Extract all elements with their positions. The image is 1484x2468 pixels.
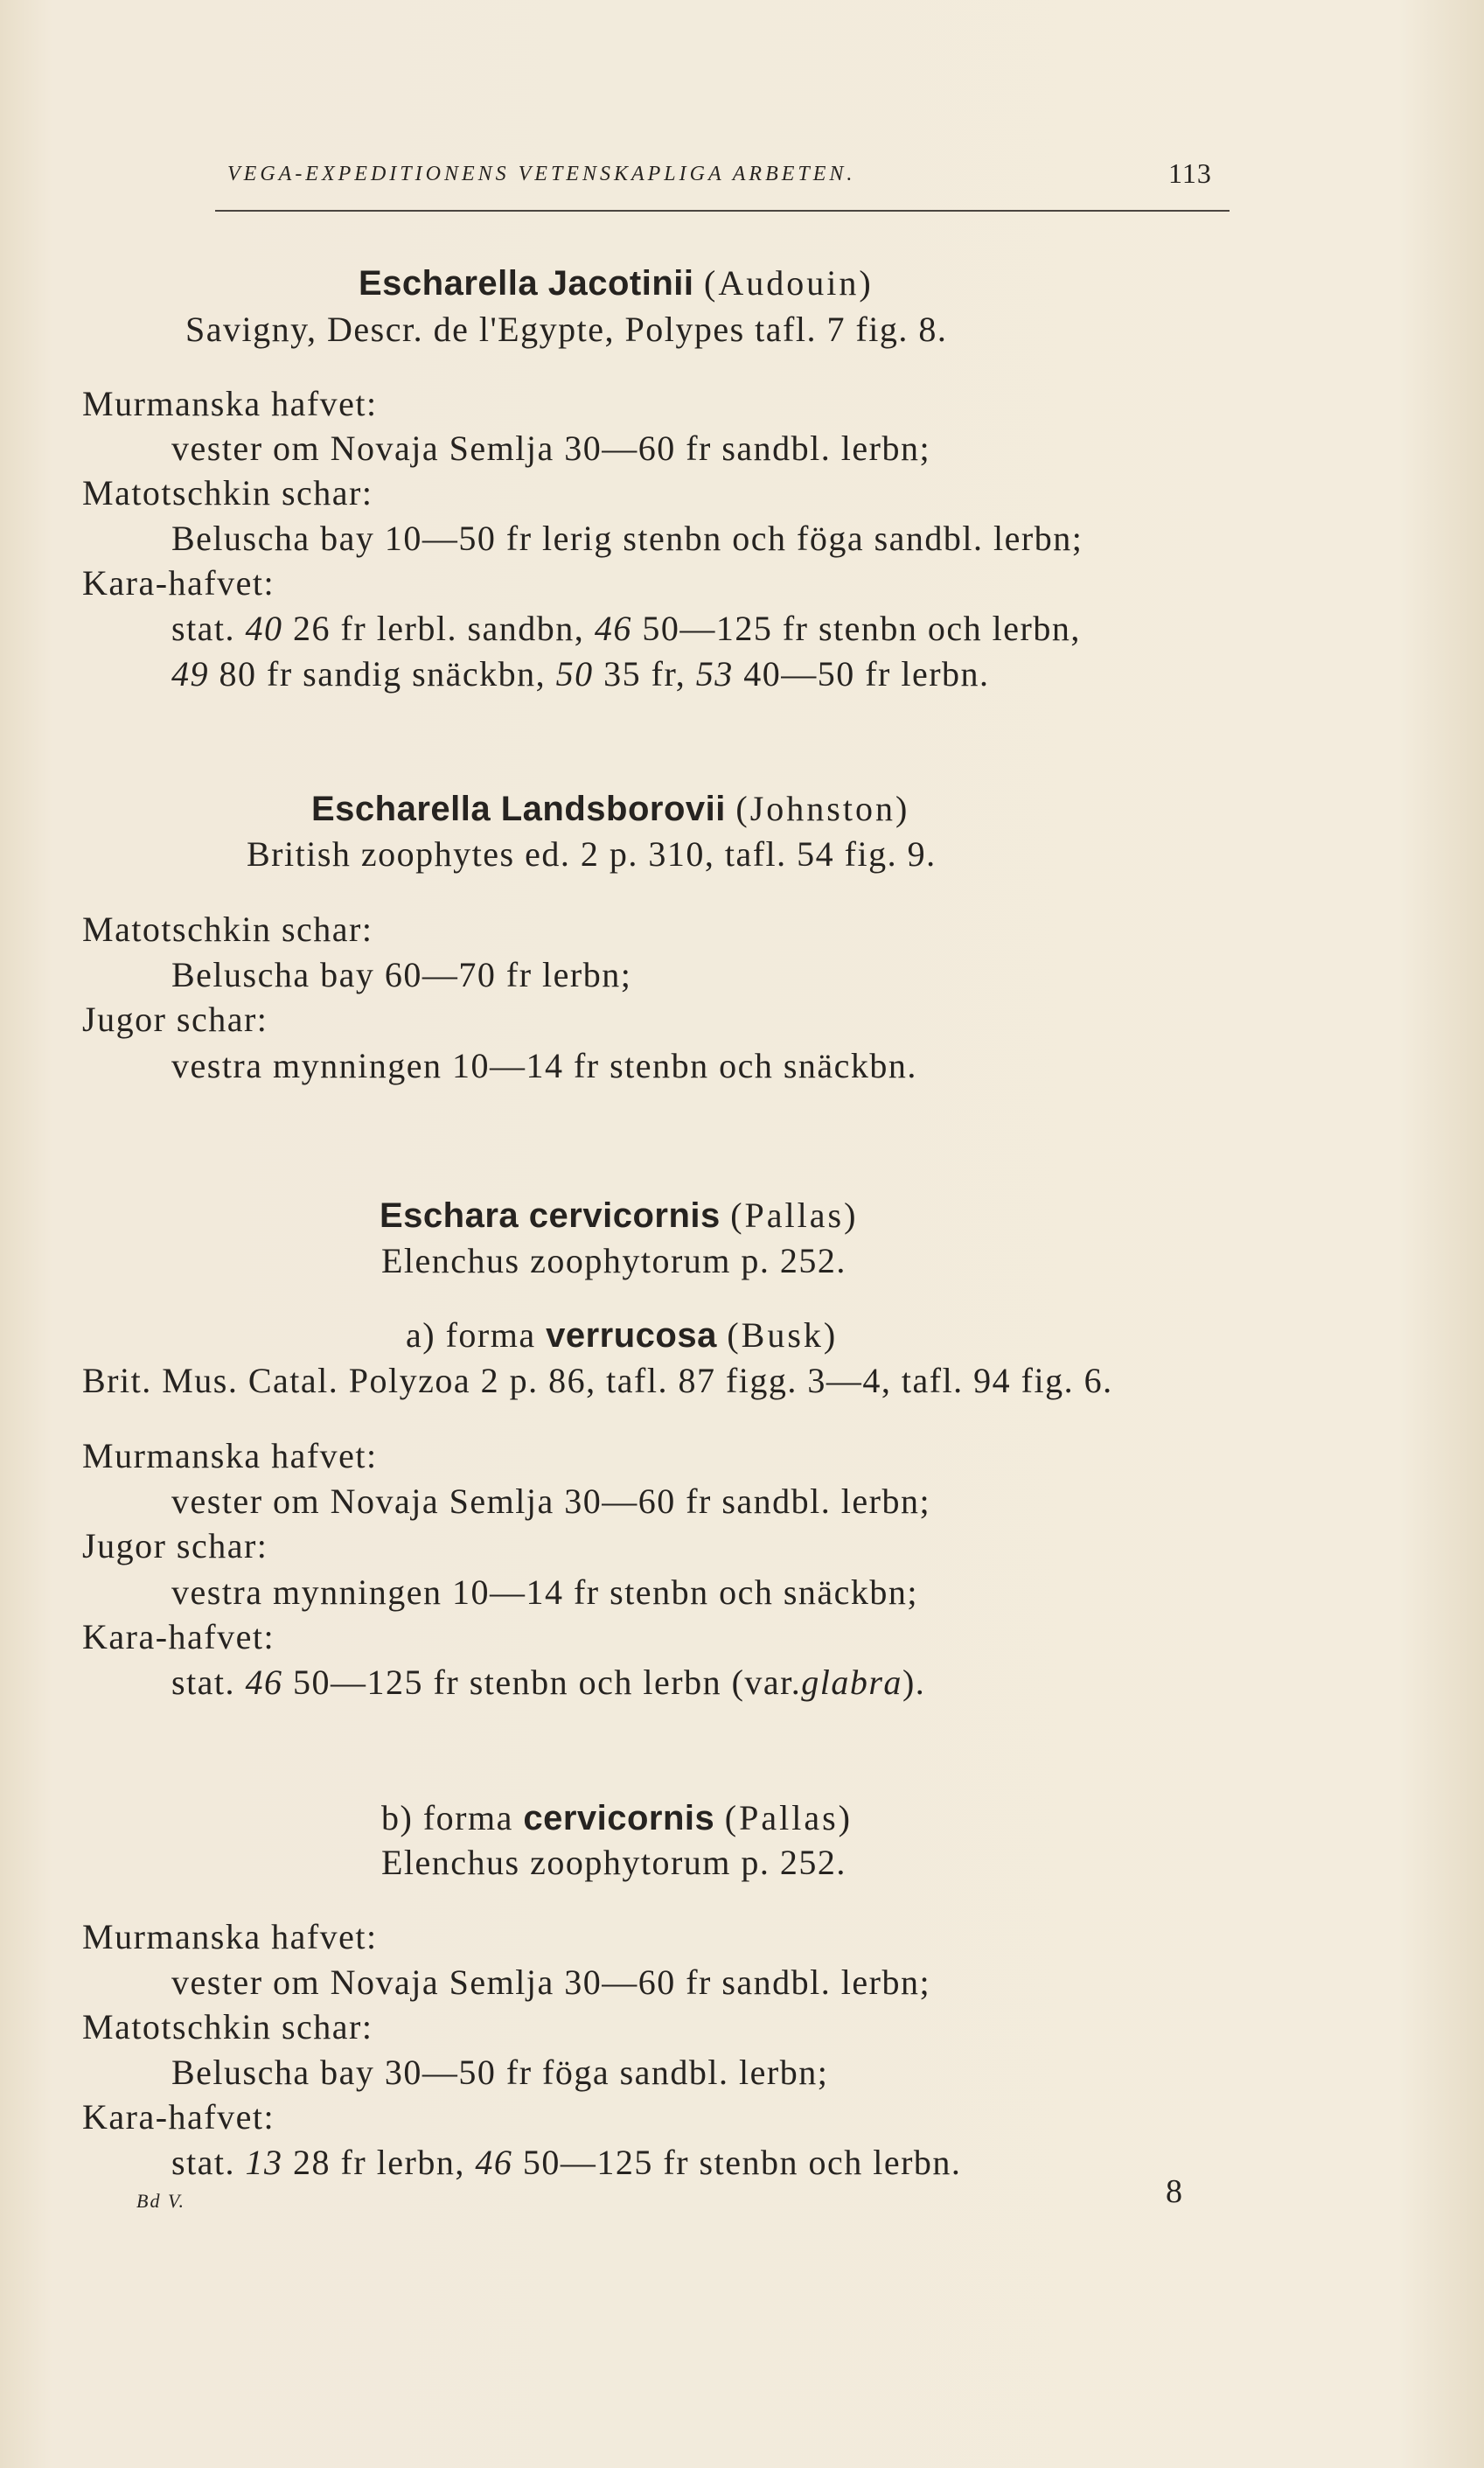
locality-detail: Beluscha bay 60—70 fr lerbn; [171,955,632,994]
locality-detail: vester om Novaja Semlja 30—60 fr sandbl. lerbn; [171,429,931,468]
species-reference: Savigny, Descr. de l'Egypte, Polypes tafl. 7 fig. 8. [185,310,948,349]
forma-name: cervicornis [523,1799,715,1837]
locality-detail: Beluscha bay 30—50 fr föga sandbl. lerbn; [171,2053,829,2092]
forma-name: verrucosa [546,1316,717,1355]
locality-region: Jugor schar: [82,1000,268,1039]
species-author: (Audouin) [704,263,874,303]
species-reference: British zoophytes ed. 2 p. 310, tafl. 54 fig. 9. [247,834,937,874]
station-detail: 50—125 fr stenbn och lerbn (var. [293,1663,802,1702]
locality-detail: vestra mynningen 10—14 fr stenbn och snäckbn. [171,1046,917,1085]
forma-heading-cervicornis [381,1798,853,1837]
forma-author: (Busk) [727,1315,839,1355]
station-detail: 26 fr lerbl. sandbn, [293,609,585,648]
locality-region: Matotschkin schar: [82,473,373,512]
locality-region: Murmanska hafvet: [82,1917,378,1956]
page-number: 113 [1168,157,1212,189]
station-detail: 40—50 fr lerbn. [743,654,990,694]
station-detail: 50—125 fr stenbn och lerbn, [642,609,1081,648]
species-heading-landsborovii [311,791,909,826]
station-number: 13 [245,2143,283,2182]
header-rule [215,210,1230,212]
locality-detail [171,611,1081,646]
locality-region: Jugor schar: [82,1526,268,1565]
forma-prefix: a) forma [406,1315,536,1355]
station-detail: 35 fr, [603,654,686,694]
station-detail: 80 fr sandig snäckbn, [219,654,547,694]
forma-author: (Pallas) [724,1798,853,1837]
species-heading-jacotinii [359,263,874,303]
forma-prefix: b) forma [381,1798,513,1837]
species-author: (Johnston) [735,789,910,828]
station-label: stat. [171,2143,236,2182]
station-number: 46 [245,1663,283,1702]
locality-region: Matotschkin schar: [82,910,373,949]
locality-detail [171,2145,961,2180]
locality-detail: vestra mynningen 10—14 fr stenbn och snäckbn; [171,1572,919,1612]
species-heading-cervicornis [380,1198,858,1233]
locality-detail [171,654,990,694]
species-name: Escharella Landsborovii [311,790,726,828]
locality-detail: Beluscha bay 10—50 fr lerig stenbn och föga sandbl. lerbn; [171,519,1083,558]
locality-region: Murmanska hafvet: [82,384,378,423]
volume-mark: Bd V. [136,2190,186,2212]
species-name: Eschara cervicornis [380,1196,721,1235]
station-number: 50 [555,654,594,694]
locality-region: Murmanska hafvet: [82,1436,378,1475]
station-label: stat. [171,609,236,648]
station-number: 53 [695,654,734,694]
locality-region: Kara-hafvet: [82,2097,275,2137]
variety-name: glabra [801,1663,902,1702]
locality-region: Kara-hafvet: [82,1617,275,1656]
station-detail: 50—125 fr stenbn och lerbn. [522,2143,962,2182]
locality-detail: vester om Novaja Semlja 30—60 fr sandbl. lerbn; [171,1481,931,1521]
species-reference: Elenchus zoophytorum p. 252. [381,1843,847,1882]
station-number: 49 [171,654,209,694]
running-header: VEGA-EXPEDITIONENS VETENSKAPLIGA ARBETEN. [227,163,856,185]
locality-region: Kara-hafvet: [82,563,275,603]
station-detail: ). [902,1663,926,1702]
locality-region: Matotschkin schar: [82,2007,373,2046]
station-number: 40 [245,609,283,648]
station-number: 46 [475,2143,513,2182]
signature-mark: 8 [1166,2173,1182,2210]
forma-reference: Brit. Mus. Catal. Polyzoa 2 p. 86, tafl. 87 figg. 3—4, tafl. 94 fig. 6. [82,1361,1113,1400]
species-author: (Pallas) [730,1196,859,1235]
station-detail: 28 fr lerbn, [293,2143,465,2182]
station-label: stat. [171,1663,236,1702]
station-number: 46 [594,609,632,648]
locality-detail [171,1665,925,1700]
species-reference: Elenchus zoophytorum p. 252. [381,1241,847,1280]
locality-detail: vester om Novaja Semlja 30—60 fr sandbl. lerbn; [171,1963,931,2002]
species-name: Escharella Jacotinii [359,264,694,303]
forma-heading-verrucosa [406,1315,839,1355]
